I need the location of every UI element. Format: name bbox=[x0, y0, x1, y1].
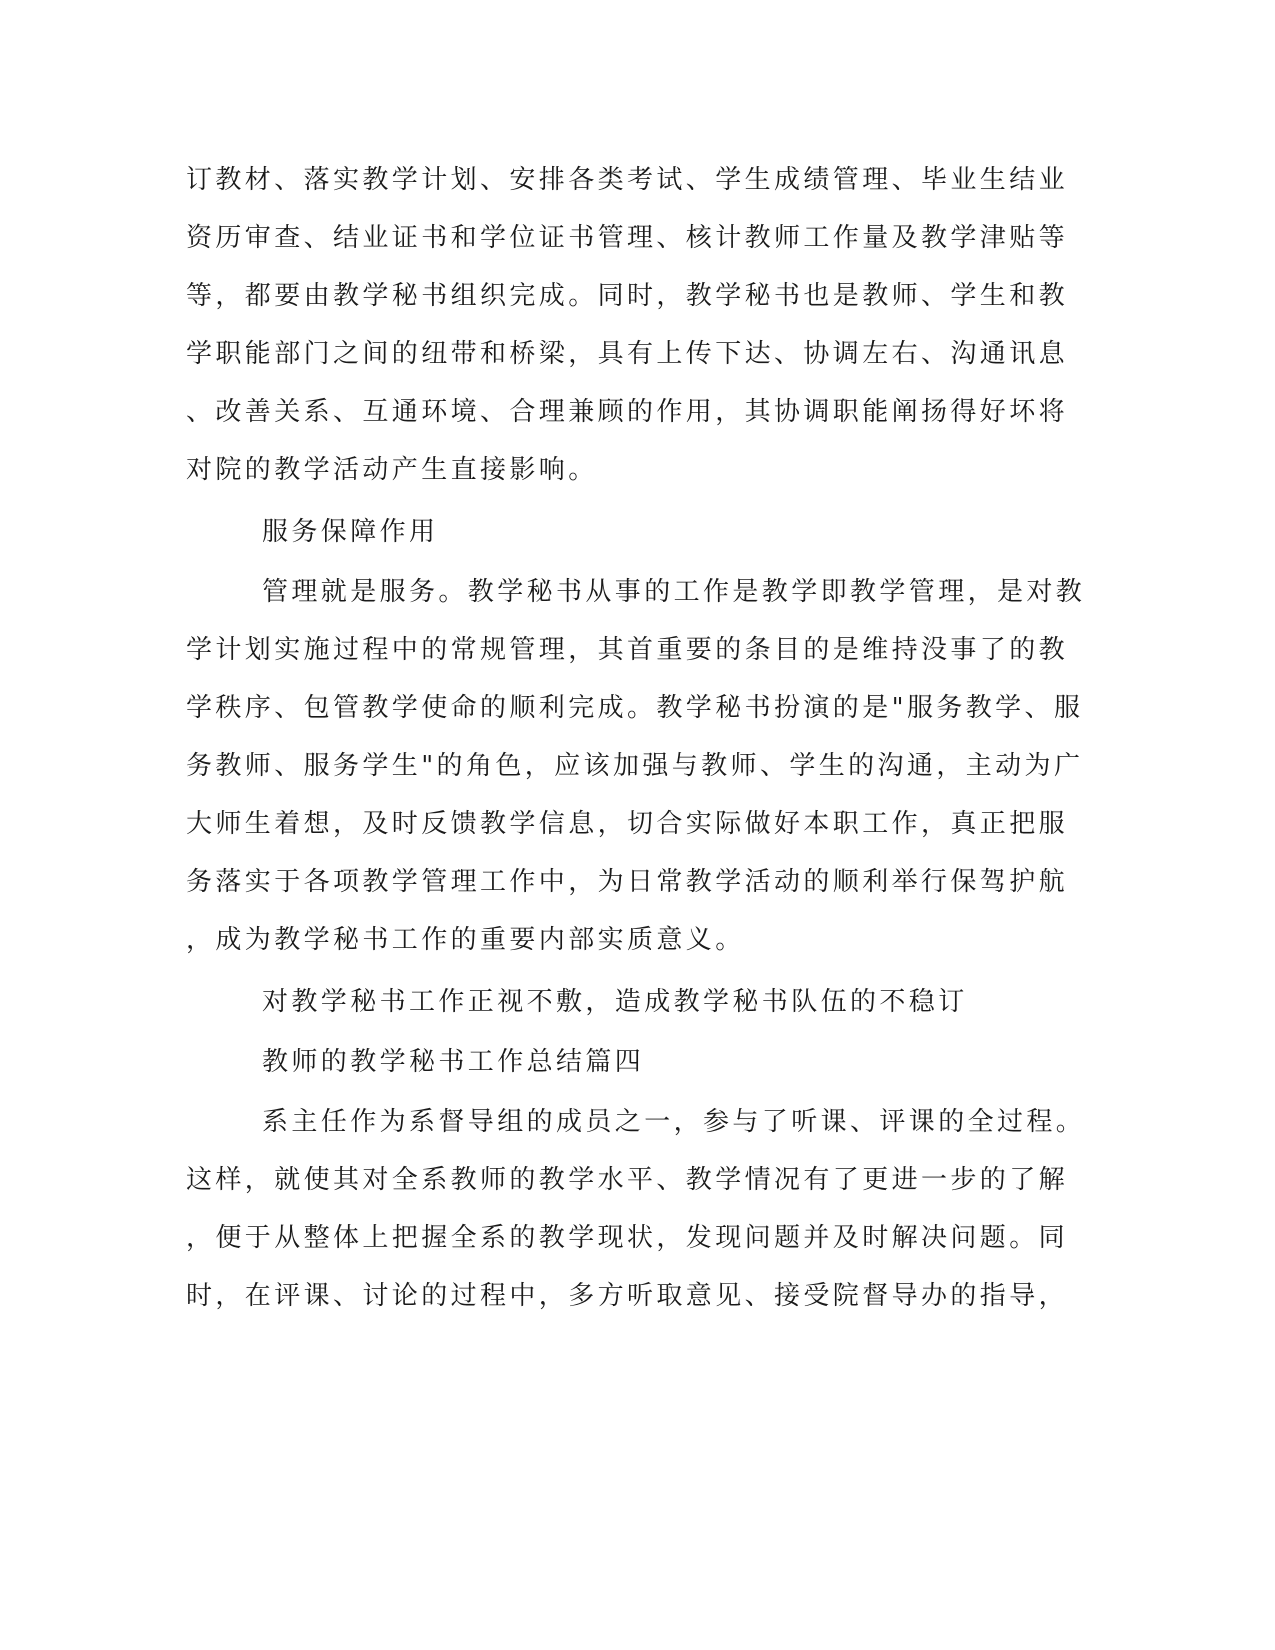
section-heading: 教师的教学秘书工作总结篇四 bbox=[262, 1047, 645, 1077]
section-heading: 服务保障作用 bbox=[262, 517, 439, 547]
paragraph-line: 系主任作为系督导组的成员之一，参与了听课、评课的全过程。 bbox=[262, 1107, 1086, 1137]
section-heading: 对教学秘书工作正视不敷，造成教学秘书队伍的不稳订 bbox=[262, 987, 968, 1017]
paragraph-line: 、改善关系、互通环境、合理兼顾的作用，其协调职能阐扬得好坏将 bbox=[186, 397, 1069, 427]
paragraph-line: 大师生着想，及时反馈教学信息，切合实际做好本职工作，真正把服 bbox=[186, 809, 1069, 839]
paragraph-line: 学计划实施过程中的常规管理，其首重要的条目的是维持没事了的教 bbox=[186, 635, 1069, 665]
paragraph-line: ，便于从整体上把握全系的教学现状，发现问题并及时解决问题。同 bbox=[186, 1223, 1069, 1253]
paragraph-line: 管理就是服务。教学秘书从事的工作是教学即教学管理，是对教 bbox=[262, 577, 1086, 607]
paragraph-line: 学职能部门之间的纽带和桥梁，具有上传下达、协调左右、沟通讯息 bbox=[186, 339, 1069, 369]
paragraph-line: 务落实于各项教学管理工作中，为日常教学活动的顺利举行保驾护航 bbox=[186, 867, 1069, 897]
paragraph-line: 资历审查、结业证书和学位证书管理、核计教师工作量及教学津贴等 bbox=[186, 223, 1069, 253]
paragraph-line: 学秩序、包管教学使命的顺利完成。教学秘书扮演的是"服务教学、服 bbox=[186, 693, 1084, 723]
paragraph-line: 这样，就使其对全系教师的教学水平、教学情况有了更进一步的了解 bbox=[186, 1165, 1069, 1195]
paragraph-line: 等，都要由教学秘书组织完成。同时，教学秘书也是教师、学生和教 bbox=[186, 281, 1069, 311]
paragraph-line: ，成为教学秘书工作的重要内部实质意义。 bbox=[186, 925, 745, 955]
paragraph-line: 订教材、落实教学计划、安排各类考试、学生成绩管理、毕业生结业 bbox=[186, 165, 1069, 195]
paragraph-line: 时，在评课、讨论的过程中，多方听取意见、接受院督导办的指导， bbox=[186, 1281, 1069, 1311]
paragraph-line: 对院的教学活动产生直接影响。 bbox=[186, 455, 598, 485]
paragraph-line: 务教师、服务学生"的角色，应该加强与教师、学生的沟通，主动为广 bbox=[186, 751, 1084, 781]
